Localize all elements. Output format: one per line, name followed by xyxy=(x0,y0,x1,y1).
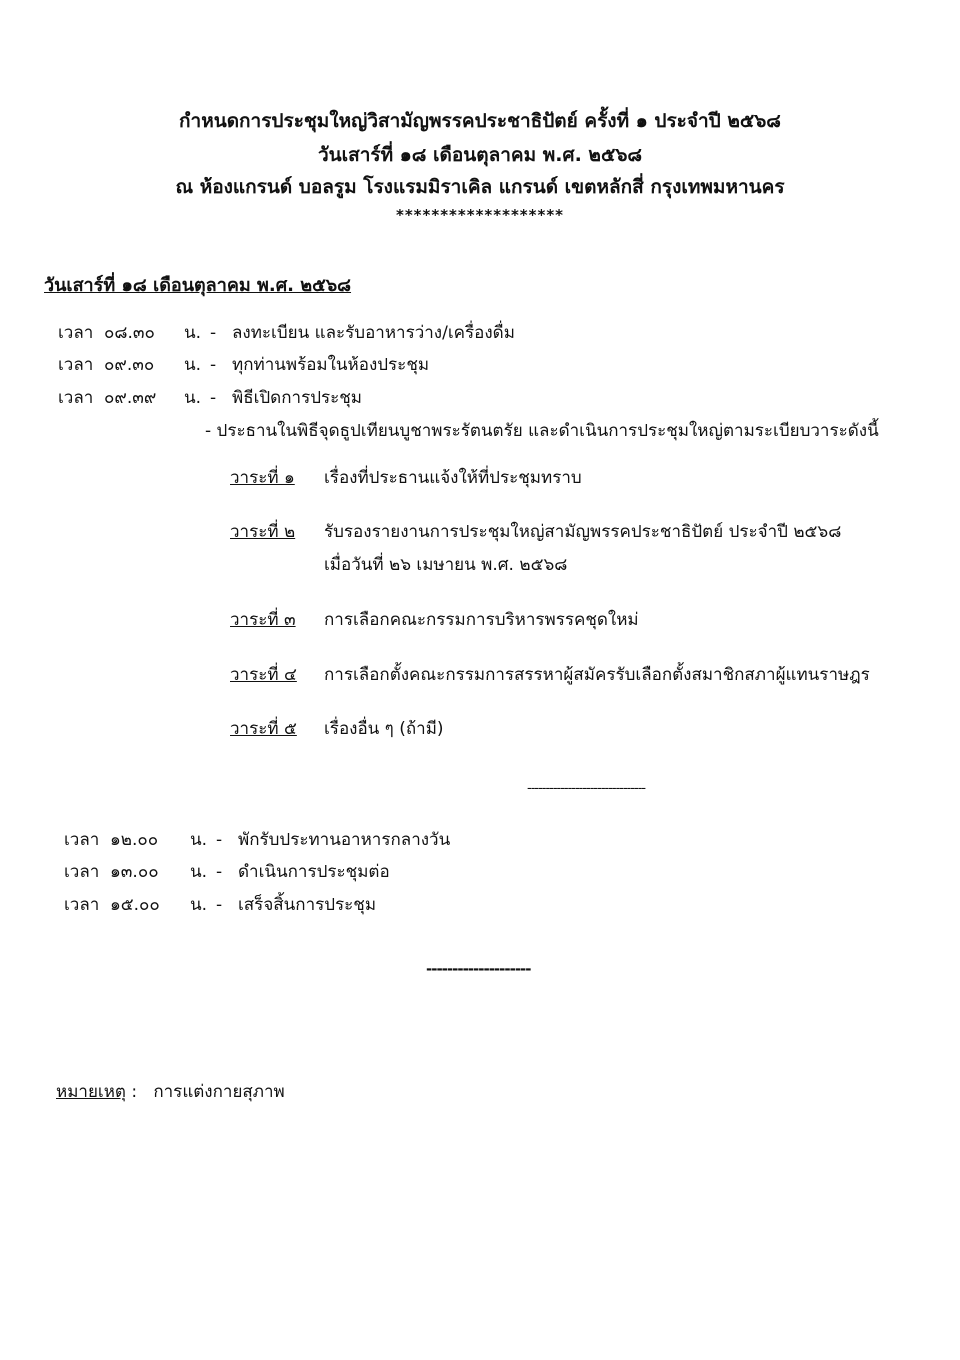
agenda-text: เรื่องที่ประธานแจ้งให้ที่ประชุมทราบ xyxy=(324,468,582,488)
time-label: เวลา xyxy=(58,323,94,343)
time-value: ๑๕.๐๐ xyxy=(110,895,160,915)
time-label: เวลา xyxy=(58,388,94,408)
time-label: เวลา xyxy=(64,895,100,915)
agenda-item xyxy=(230,713,444,746)
agenda-text: การเลือกคณะกรรมการบริหารพรรคชุดใหม่ xyxy=(324,610,639,630)
schedule-row xyxy=(58,383,362,413)
time-value: ๐๙.๓๙ xyxy=(104,388,157,408)
time-label: เวลา xyxy=(64,862,100,882)
schedule-row xyxy=(64,857,390,887)
time-unit: น. xyxy=(190,895,208,915)
time-unit: น. xyxy=(190,830,208,850)
agenda-number: วาระที่ ๓ xyxy=(230,610,296,630)
agenda-item xyxy=(230,516,841,582)
agenda-text: รับรองรายงานการประชุมใหญ่สามัญพรรคประชาธิปัตย์ ประจำปี ๒๕๖๘ xyxy=(324,522,842,542)
time-value: ๐๙.๓๐ xyxy=(104,355,155,375)
agenda-number: วาระที่ ๒ xyxy=(230,522,296,542)
agenda-text: เรื่องอื่น ๆ (ถ้ามี) xyxy=(324,719,444,739)
time-label: เวลา xyxy=(58,355,94,375)
schedule-row xyxy=(64,825,450,855)
dash: - xyxy=(216,830,223,850)
agenda-number: วาระที่ ๔ xyxy=(230,665,297,685)
agenda-item xyxy=(230,659,870,692)
agenda-text-block xyxy=(324,516,841,582)
schedule-row xyxy=(58,318,515,348)
agenda-text-line2: เมื่อวันที่ ๒๖ เมษายน พ.ศ. ๒๕๖๘ xyxy=(324,555,568,575)
agenda-number: วาระที่ ๑ xyxy=(230,468,295,488)
time-label: เวลา xyxy=(64,830,100,850)
dashed-separator: -------------------------------- xyxy=(527,781,646,796)
venue-line: ณ ห้องแกรนด์ บอลรูม โรงแรมมิราเคิล แกรนด์ เขตหลักสี่ กรุงเทพมหานคร xyxy=(175,176,785,198)
agenda-number: วาระที่ ๕ xyxy=(230,719,297,739)
remark-text: การแต่งกายสุภาพ xyxy=(153,1082,285,1102)
time-unit: น. xyxy=(184,355,202,375)
time-value: ๐๘.๓๐ xyxy=(104,323,155,343)
dashed-separator: -------------------- xyxy=(426,960,531,978)
time-unit: น. xyxy=(184,323,202,343)
title-line: กำหนดการประชุมใหญ่วิสามัญพรรคประชาธิปัตย์ ครั้งที่ ๑ ประจำปี ๒๕๖๘ xyxy=(179,110,781,132)
remark-label: หมายเหตุ xyxy=(56,1082,126,1102)
agenda-text: การเลือกตั้งคณะกรรมการสรรหาผู้สมัครรับเลือกตั้งสมาชิกสภาผู้แทนราษฎร xyxy=(324,665,870,685)
time-value: ๑๓.๐๐ xyxy=(110,862,159,882)
chair-instruction: - ประธานในพิธีจุดธูปเทียนบูชาพระรัตนตรัย และดำเนินการประชุมใหญ่ตามระเบียบวาระดังนี้ xyxy=(205,421,879,441)
remark-colon: : xyxy=(131,1082,138,1102)
schedule-row xyxy=(58,350,429,380)
dash: - xyxy=(216,862,223,882)
date-heading: วันเสาร์ที่ ๑๘ เดือนตุลาคม พ.ศ. ๒๕๖๘ xyxy=(44,275,352,296)
schedule-desc: เสร็จสิ้นการประชุม xyxy=(238,895,377,915)
schedule-desc: พิธีเปิดการประชุม xyxy=(232,388,362,408)
agenda-item xyxy=(230,604,639,637)
remark xyxy=(56,1078,285,1105)
dash: - xyxy=(210,323,217,343)
date-line: วันเสาร์ที่ ๑๘ เดือนตุลาคม พ.ศ. ๒๕๖๘ xyxy=(317,144,643,166)
time-unit: น. xyxy=(190,862,208,882)
agenda-item xyxy=(230,462,582,495)
time-unit: น. xyxy=(184,388,202,408)
dash: - xyxy=(210,388,217,408)
dash: - xyxy=(216,895,223,915)
time-value: ๑๒.๐๐ xyxy=(110,830,159,850)
schedule-row xyxy=(64,890,376,920)
schedule-desc: ดำเนินการประชุมต่อ xyxy=(238,862,390,882)
star-divider: ******************* xyxy=(395,206,565,224)
schedule-desc: พักรับประทานอาหารกลางวัน xyxy=(238,830,451,850)
schedule-desc: ลงทะเบียน และรับอาหารว่าง/เครื่องดื่ม xyxy=(232,323,515,343)
schedule-desc: ทุกท่านพร้อมในห้องประชุม xyxy=(232,355,430,375)
dash: - xyxy=(210,355,217,375)
